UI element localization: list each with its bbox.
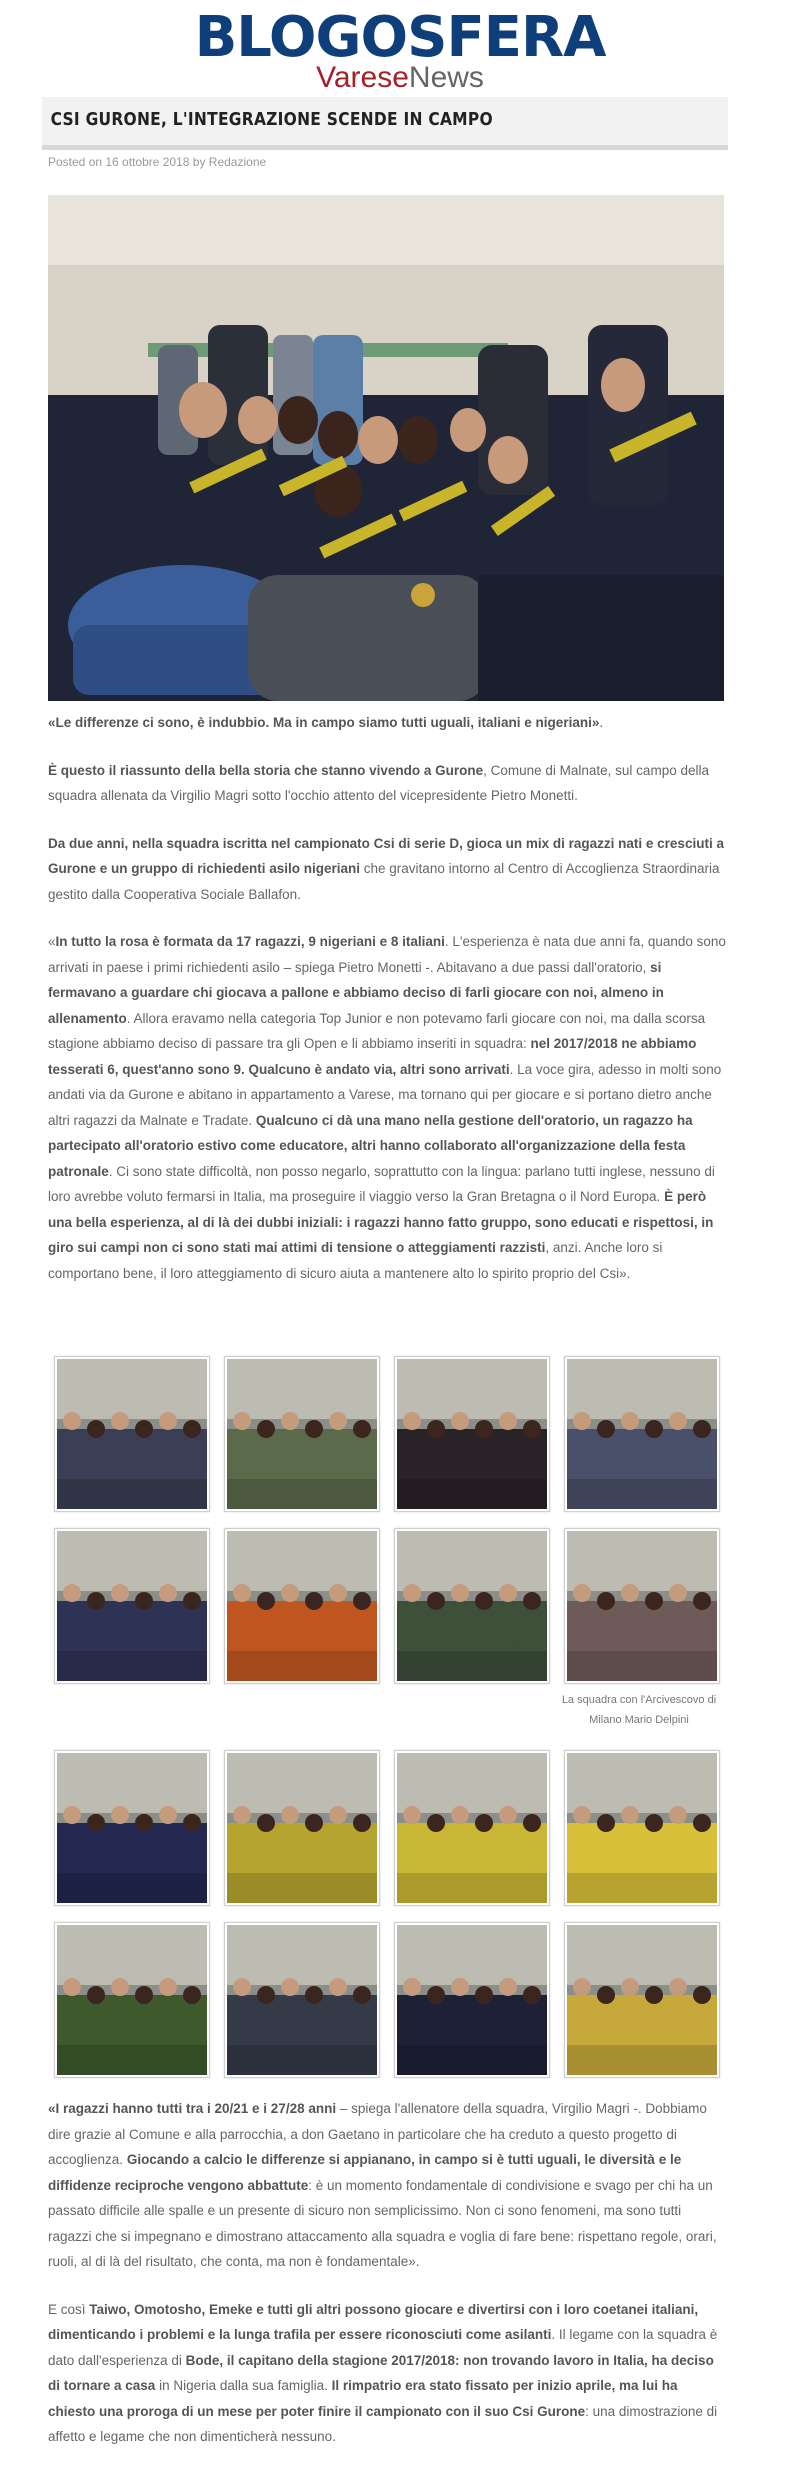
emphasized-text: Il rimpatrio era stato fissato per inizio aprile, ma lui ha chiesto una proroga di un mese per poter finire il campionato con il suo Csi Gurone xyxy=(48,2378,678,2419)
gallery-photo xyxy=(227,1531,377,1681)
body-text: – spiega l'allenatore della squadra, Virgilio Magri -. Dobbiamo dire grazie al Comune e alla parrocchia, a don Gaetano in particolare che ha creduto a questo progetto di accoglienza. xyxy=(48,2101,707,2167)
photo-gallery xyxy=(54,1356,726,2076)
article-paragraph xyxy=(48,929,728,1286)
body-text: E così xyxy=(48,2301,90,2317)
gallery-photo xyxy=(567,1531,717,1681)
emphasized-text: Giocando a calcio le differenze si appianano, in campo si è tutti uguali, le diversità e le diffidenze reciproche vengono abbattute xyxy=(48,2152,682,2193)
gallery-thumbnail[interactable] xyxy=(224,1528,380,1684)
body-text: che gravitano intorno al Centro di Accoglienza Straordinaria gestito dalla Cooperativa Sociale Ballafon. xyxy=(48,861,720,902)
gallery-photo xyxy=(57,1753,207,1903)
body-text: . L'esperienza è nata due anni fa, quando sono arrivati in paese i primi richiedenti asilo – spiega Pietro Monetti -. Abitavano a due passi dall'oratorio, xyxy=(48,934,726,975)
gallery-thumbnail[interactable] xyxy=(224,1356,380,1512)
article-body-bottom xyxy=(48,2096,728,2472)
body-text: . Allora eravamo nella categoria Top Junior e non potevamo farli giocare con noi, ma dalla scorsa stagione abbiamo deciso di passare tra gli Open e li abbiamo inseriti in squadra: xyxy=(48,1010,706,1051)
gallery-photo xyxy=(397,1925,547,2075)
gallery-photo xyxy=(397,1753,547,1903)
site-logo[interactable] xyxy=(0,0,800,96)
emphasized-text: È questo il riassunto della bella storia che stanno vivendo a Gurone xyxy=(48,762,484,778)
body-text: . La voce gira, adesso in molti sono andati via da Gurone e abitano in appartamento a Varese, ma tornano qui per giocare e si portano dietro anche altri ragazzi da Malnate e Tradate. xyxy=(48,1061,722,1128)
post-title-bar xyxy=(42,97,728,150)
emphasized-text: «I ragazzi hanno tutti tra i 20/21 e i 27/28 anni xyxy=(48,2101,337,2116)
logo-subtitle-news: News xyxy=(408,61,484,94)
gallery-photo xyxy=(227,1925,377,2075)
emphasized-text: Da due anni, nella squadra iscritta nel campionato Csi di serie D, gioca un mix di ragazzi nati e cresciuti a Gurone e un gruppo di richiedenti asilo nigeriani xyxy=(48,835,724,876)
body-text: , Comune di Malnate, sul campo della squadra allenata da Virgilio Magri sotto l'occhio attento del vicepresidente Pietro Monetti. xyxy=(48,762,709,803)
gallery-caption: La squadra con l'Arcivescovo di Milano Mario Delpini xyxy=(561,1694,717,1726)
gallery-thumbnail[interactable] xyxy=(224,1922,380,2078)
gallery-thumbnail[interactable] xyxy=(54,1356,210,1512)
emphasized-text: È però una bella esperienza, al di là dei dubbi iniziali: i ragazzi hanno fatto gruppo, sono educati e rispettosi, in giro sui campi non ci sono stati mai attimi di tensione o atteggiamenti razzisti xyxy=(48,1189,714,1255)
gallery-thumbnail[interactable] xyxy=(394,1922,550,2078)
gallery-thumbnail[interactable] xyxy=(564,1750,720,1906)
gallery-thumbnail[interactable] xyxy=(54,1922,210,2078)
logo-wordmark: BLOGOSFERA xyxy=(194,5,606,70)
body-text: . Il legame con la squadra è dato dall'esperienza di xyxy=(48,2327,718,2368)
gallery-thumbnail[interactable] xyxy=(54,1528,210,1684)
body-text: : una dimostrazione di affetto e legame che non dimenticherà nessuno. xyxy=(48,2403,718,2444)
gallery-thumbnail[interactable] xyxy=(564,1922,720,2078)
emphasized-text: Bode, il capitano della stagione 2017/2018: non trovando lavoro in Italia, ha deciso di tornare a casa xyxy=(48,2352,714,2393)
gallery-photo xyxy=(567,1753,717,1903)
gallery-photo xyxy=(227,1359,377,1509)
gallery-photo xyxy=(567,1359,717,1509)
gallery-thumbnail[interactable] xyxy=(224,1750,380,1906)
gallery-photo xyxy=(57,1531,207,1681)
article-paragraph xyxy=(48,758,728,809)
body-text: . xyxy=(599,715,604,730)
gallery-thumbnail[interactable] xyxy=(564,1528,720,1684)
hero-team-photo xyxy=(48,195,724,701)
article-body-top xyxy=(48,710,728,1308)
gallery-thumbnail[interactable] xyxy=(54,1750,210,1906)
post-title[interactable]: CSI GURONE, L'INTEGRAZIONE SCENDE IN CAMPO xyxy=(50,109,493,130)
body-text: « xyxy=(48,934,56,949)
article-paragraph xyxy=(48,831,728,908)
gallery-thumbnail[interactable] xyxy=(394,1356,550,1512)
gallery-photo xyxy=(57,1359,207,1509)
article-paragraph xyxy=(48,2297,728,2450)
gallery-photo xyxy=(397,1359,547,1509)
gallery-photo xyxy=(227,1753,377,1903)
gallery-thumbnail[interactable] xyxy=(394,1528,550,1684)
emphasized-text: si fermavano a guardare chi giocava a pallone e abbiamo deciso di farli giocare con noi, almeno in allenamento xyxy=(48,959,664,1026)
post-meta: Posted on 16 ottobre 2018 by Redazione xyxy=(48,155,267,169)
body-text: , anzi. Anche loro si comportano bene, il loro atteggiamento di sicuro aiuta a mantenere alto lo spirito proprio del Csi». xyxy=(48,1240,663,1281)
body-text: in Nigeria dalla sua famiglia. xyxy=(155,2378,332,2393)
logo-subtitle-varese: Varese xyxy=(316,61,409,94)
gallery-photo xyxy=(397,1531,547,1681)
gallery-thumbnail[interactable] xyxy=(394,1750,550,1906)
gallery-photo xyxy=(567,1925,717,2075)
emphasized-text: Qualcuno ci dà una mano nella gestione dell'oratorio, un ragazzo ha partecipato all'oratorio estivo come educatore, altri hanno collaborato all'organizzazione della festa patronale xyxy=(48,1112,693,1179)
article-paragraph xyxy=(48,2096,728,2275)
emphasized-text: In tutto la rosa è formata da 17 ragazzi, 9 nigeriani e 8 italiani xyxy=(55,934,445,949)
emphasized-text: nel 2017/2018 ne abbiamo tesserati 6, quest'anno sono 9. Qualcuno è andato via, altri sono arrivati xyxy=(48,1036,697,1077)
logo-subtitle xyxy=(0,62,800,94)
emphasized-text: «Le differenze ci sono, è indubbio. Ma in campo siamo tutti uguali, italiani e nigeriani» xyxy=(48,715,600,730)
body-text: : è un momento fondamentale di condivisione e svago per chi ha un passato difficile alle spalle e un presente di sicuro non semplicissimo. Non ci sono fenomeni, ma sono tutti ragazzi che si impegnano e dimostrano attaccamento alla squadra e voglia di fare bene: rispettano regole, orari, ruoli, al di là del risultato, che conta, ma non è fondamentale». xyxy=(48,2177,717,2269)
body-text: . Ci sono state difficoltà, non posso negarlo, soprattutto con la lingua: parlano tutti inglese, nessuno di loro avrebbe voluto fermarsi in Italia, ma proseguire il viaggio verso la Gran Bretagna o il Nord Europa. xyxy=(48,1163,715,1204)
article-paragraph xyxy=(48,710,728,736)
gallery-photo xyxy=(57,1925,207,2075)
gallery-thumbnail[interactable] xyxy=(564,1356,720,1512)
emphasized-text: Taiwo, Omotosho, Emeke e tutti gli altri possono giocare e divertirsi con i loro coetanei italiani, dimenticando i problemi e la lunga trafila per essere riconosciuti come asilanti xyxy=(48,2301,699,2342)
